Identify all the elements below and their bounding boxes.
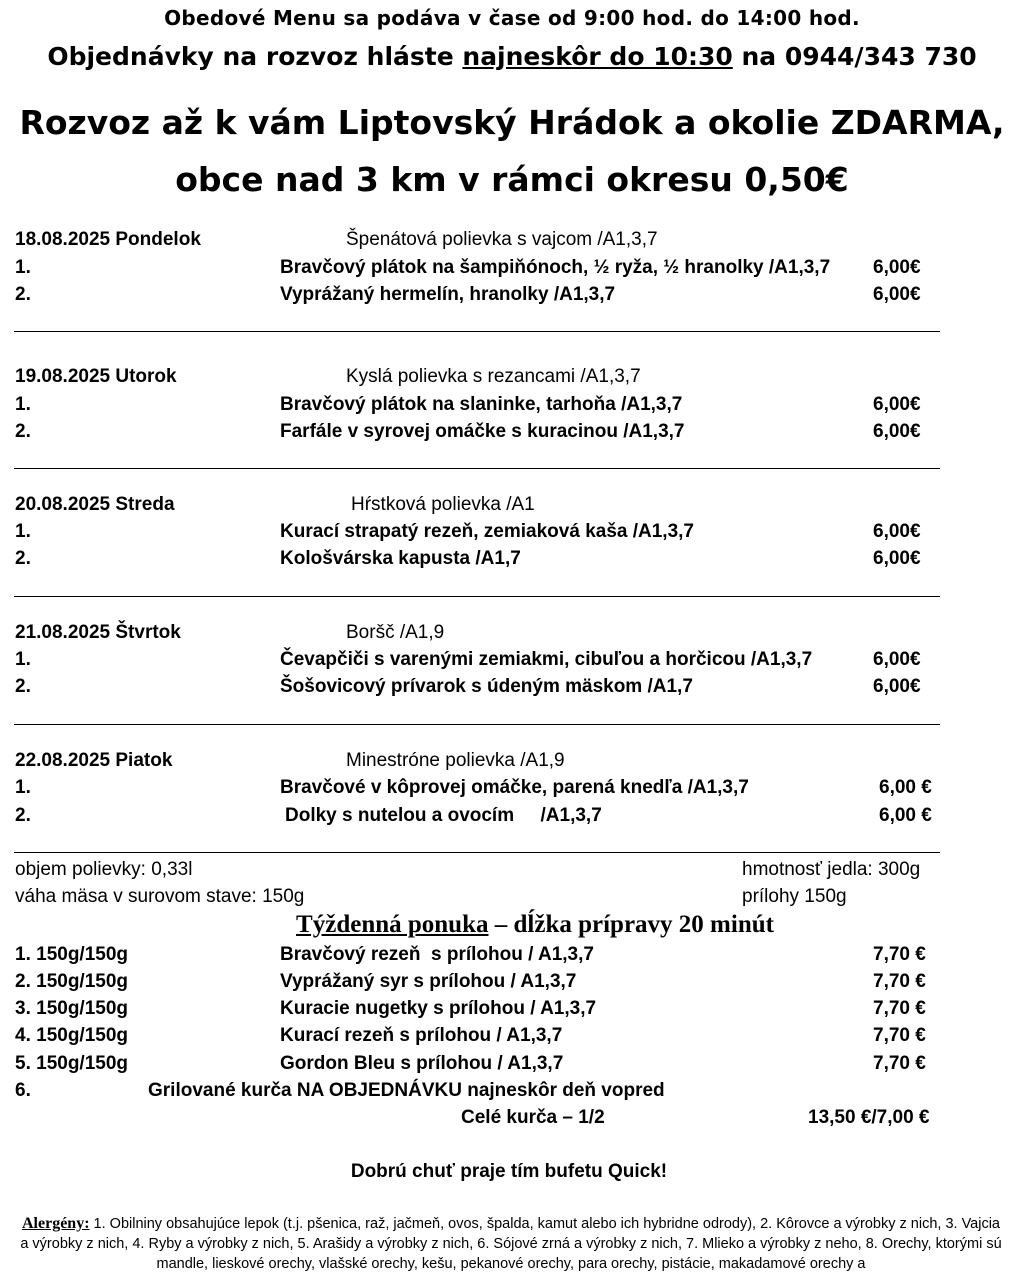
- weekly-item-name: Vyprážaný syr s prílohou / A1,3,7: [280, 971, 577, 992]
- menu-item-name: Kurací strapatý rezeň, zemiaková kaša /A1,3,7: [280, 521, 695, 542]
- weekly-item-price: 7,70 €: [873, 1053, 926, 1074]
- weekly-item-price: 7,70 €: [873, 1025, 926, 1046]
- menu-item-price: 6,00 €: [879, 805, 932, 826]
- weekly-offer-heading: [0, 911, 1024, 939]
- menu-item-number: 1.: [15, 777, 31, 798]
- serving-hours-line: Obedové Menu sa podáva v čase od 9:00 hod. do 14:00 hod.: [164, 6, 860, 30]
- weekly-offer-subtitle: – dĺžka prípravy 20 minút: [488, 911, 774, 938]
- menu-item-price: 6,00€: [873, 521, 921, 542]
- menu-item-price: 6,00€: [873, 284, 921, 305]
- menu-item-name: Farfále v syrovej omáčke s kuracinou /A1,3,7: [280, 421, 685, 442]
- grilled-chicken-note: Grilované kurča NA OBJEDNÁVKU najneskôr deň vopred: [148, 1080, 665, 1101]
- weekly-item-name: Bravčový rezeň s prílohou / A1,3,7: [280, 944, 594, 965]
- delivery-headline: Rozvoz až k vám Liptovský Hrádok a okolie ZDARMA,: [19, 103, 1005, 142]
- day-soup: Boršč /A1,9: [346, 622, 445, 643]
- menu-item-price: 6,00€: [873, 676, 921, 697]
- day-date: 22.08.2025 Piatok: [15, 750, 173, 771]
- day-soup: Špenátová polievka s vajcom /A1,3,7: [346, 229, 658, 250]
- day-divider: [14, 331, 940, 332]
- day-divider: [14, 852, 940, 853]
- weekly-item-name: Kuracie nugetky s prílohou / A1,3,7: [280, 998, 597, 1019]
- grilled-chicken-price: 13,50 €/7,00 €: [808, 1107, 930, 1128]
- weekly-item-number: 1. 150g/150g: [15, 944, 129, 965]
- meat-weight-info: váha mäsa v surovom stave: 150g: [15, 886, 305, 907]
- menu-item-name: Šošovicový prívarok s údeným mäskom /A1,7: [280, 676, 693, 697]
- weekly-item-number: 6.: [15, 1080, 31, 1101]
- day-soup: Hŕstková polievka /A1: [351, 494, 535, 515]
- day-soup: Kyslá polievka s rezancami /A1,3,7: [346, 366, 641, 387]
- day-divider: [14, 724, 940, 725]
- menu-item-price: 6,00€: [873, 257, 921, 278]
- weekly-item-price: 7,70 €: [873, 971, 926, 992]
- menu-item-number: 1.: [15, 394, 31, 415]
- closing-message: Dobrú chuť praje tím bufetu Quick!: [350, 1161, 668, 1182]
- menu-item-number: 1.: [15, 257, 31, 278]
- menu-item-price: 6,00€: [873, 394, 921, 415]
- weekly-item-price: 7,70 €: [873, 944, 926, 965]
- allergen-text: 1. Obilniny obsahujúce lepok (t.j. pšenica, raž, jačmeň, ovos, špalda, kamut alebo ich hybridne odrody), 2. Kôrovce a výrobky z nich, 3. Vajcia a výrobky z nich, 4. Ryby a výrobky z nich, 5. Arašidy a výrobky z nich, 6. Sójové zrná a výrobky z nich, 7. Mlieko a výrobky z neho, 8. Orechy, ktorými sú mandle, lieskové orechy, vlašské orechy, kešu, pekanové orechy, para orechy, pistácie, makadamové orechy a: [20, 1216, 1002, 1272]
- weekly-item-price: 7,70 €: [873, 998, 926, 1019]
- sides-weight-info: prílohy 150g: [742, 886, 847, 907]
- weekly-item-number: 2. 150g/150g: [15, 971, 129, 992]
- order-info-prefix: Objednávky na rozvoz hláste: [47, 42, 463, 71]
- day-date: 18.08.2025 Pondelok: [15, 229, 201, 250]
- menu-item-number: 2.: [15, 805, 31, 826]
- delivery-fee-line: obce nad 3 km v rámci okresu 0,50€: [175, 160, 849, 199]
- menu-item-price: 6,00 €: [879, 777, 932, 798]
- weekly-offer-title: Týždenná ponuka: [296, 911, 489, 938]
- menu-item-name: Čevapčiči s varenými zemiakmi, cibuľou a horčicou /A1,3,7: [280, 649, 813, 670]
- order-phone: na 0944/343 730: [732, 42, 977, 71]
- menu-item-number: 2.: [15, 548, 31, 569]
- menu-item-name: Kološvárska kapusta /A1,7: [280, 548, 521, 569]
- allergen-label: Alergény:: [21, 1215, 90, 1232]
- menu-item-number: 2.: [15, 421, 31, 442]
- order-info-line: [0, 42, 1024, 71]
- menu-item-price: 6,00€: [873, 421, 921, 442]
- day-divider: [14, 468, 940, 469]
- day-date: 19.08.2025 Utorok: [15, 366, 177, 387]
- menu-item-name: Bravčové v kôprovej omáčke, parená knedľa /A1,3,7: [280, 777, 749, 798]
- menu-item-number: 1.: [15, 649, 31, 670]
- menu-item-number: 2.: [15, 284, 31, 305]
- menu-item-number: 2.: [15, 676, 31, 697]
- soup-volume-info: objem polievky: 0,33l: [15, 859, 193, 880]
- day-date: 20.08.2025 Streda: [15, 494, 175, 515]
- menu-item-name: Bravčový plátok na slaninke, tarhoňa /A1,3,7: [280, 394, 683, 415]
- weekly-item-name: Kurací rezeň s prílohou / A1,3,7: [280, 1025, 563, 1046]
- order-deadline: najneskôr do 10:30: [462, 42, 733, 71]
- day-divider: [14, 596, 940, 597]
- allergen-info: [16, 1214, 1006, 1274]
- weekly-item-name: Gordon Bleu s prílohou / A1,3,7: [280, 1053, 564, 1074]
- meal-weight-info: hmotnosť jedla: 300g: [742, 859, 921, 880]
- weekly-item-number: 5. 150g/150g: [15, 1053, 129, 1074]
- menu-item-price: 6,00€: [873, 649, 921, 670]
- menu-item-name: Vyprážaný hermelín, hranolky /A1,3,7: [280, 284, 616, 305]
- menu-item-number: 1.: [15, 521, 31, 542]
- menu-item-price: 6,00€: [873, 548, 921, 569]
- day-soup: Minestróne polievka /A1,9: [346, 750, 565, 771]
- menu-item-name: Dolky s nutelou a ovocím /A1,3,7: [285, 805, 602, 826]
- day-date: 21.08.2025 Štvrtok: [15, 622, 181, 643]
- weekly-item-number: 3. 150g/150g: [15, 998, 129, 1019]
- menu-item-name: Bravčový plátok na šampiňónoch, ½ ryža, ½ hranolky /A1,3,7: [280, 257, 831, 278]
- weekly-item-number: 4. 150g/150g: [15, 1025, 129, 1046]
- grilled-chicken-size: Celé kurča – 1/2: [461, 1107, 605, 1128]
